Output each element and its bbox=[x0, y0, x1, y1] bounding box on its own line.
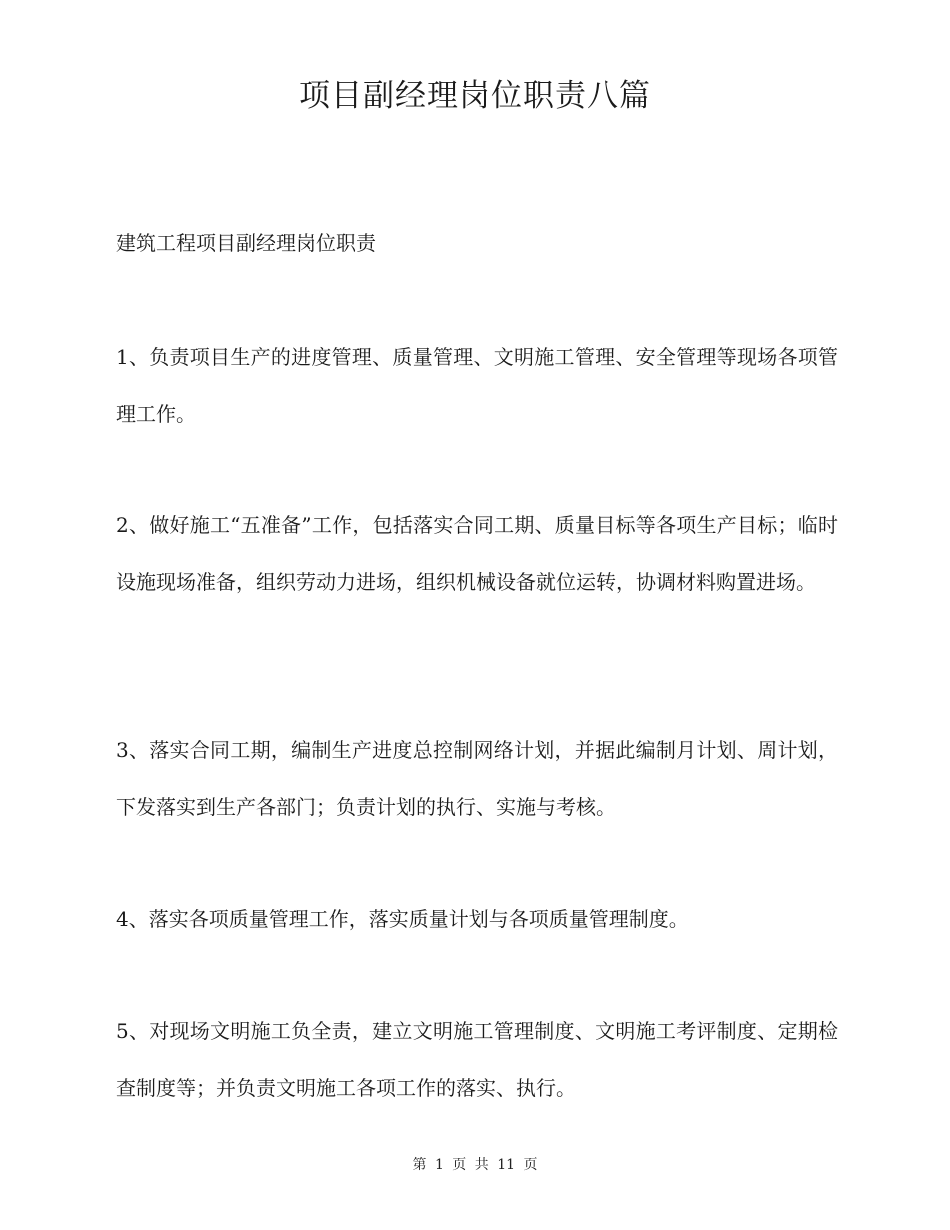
page-footer: 第 1 页 共 11 页 bbox=[412, 1157, 538, 1173]
paragraph-5: 5、对现场文明施工负全责，建立文明施工管理制度、文明施工考评制度、定期检查制度等；并负责文明施工各项工作的落实、执行。 bbox=[116, 1019, 838, 1100]
section-heading: 建筑工程项目副经理岗位职责 bbox=[116, 231, 376, 255]
paragraph-4: 4、落实各项质量管理工作，落实质量计划与各项质量管理制度。 bbox=[116, 907, 689, 931]
paragraph-3: 3、落实合同工期，编制生产进度总控制网络计划，并据此编制月计划、周计划，下发落实到生产各部门；负责计划的执行、实施与考核。 bbox=[116, 738, 838, 819]
paragraph-1: 1、负责项目生产的进度管理、质量管理、文明施工管理、安全管理等现场各项管理工作。 bbox=[116, 345, 838, 426]
paragraph-2: 2、做好施工“五准备”工作，包括落实合同工期、质量目标等各项生产目标；临时设施现场准备，组织劳动力进场，组织机械设备就位运转，协调材料购置进场。 bbox=[116, 513, 838, 594]
document-title: 项目副经理岗位职责八篇 bbox=[299, 78, 651, 114]
